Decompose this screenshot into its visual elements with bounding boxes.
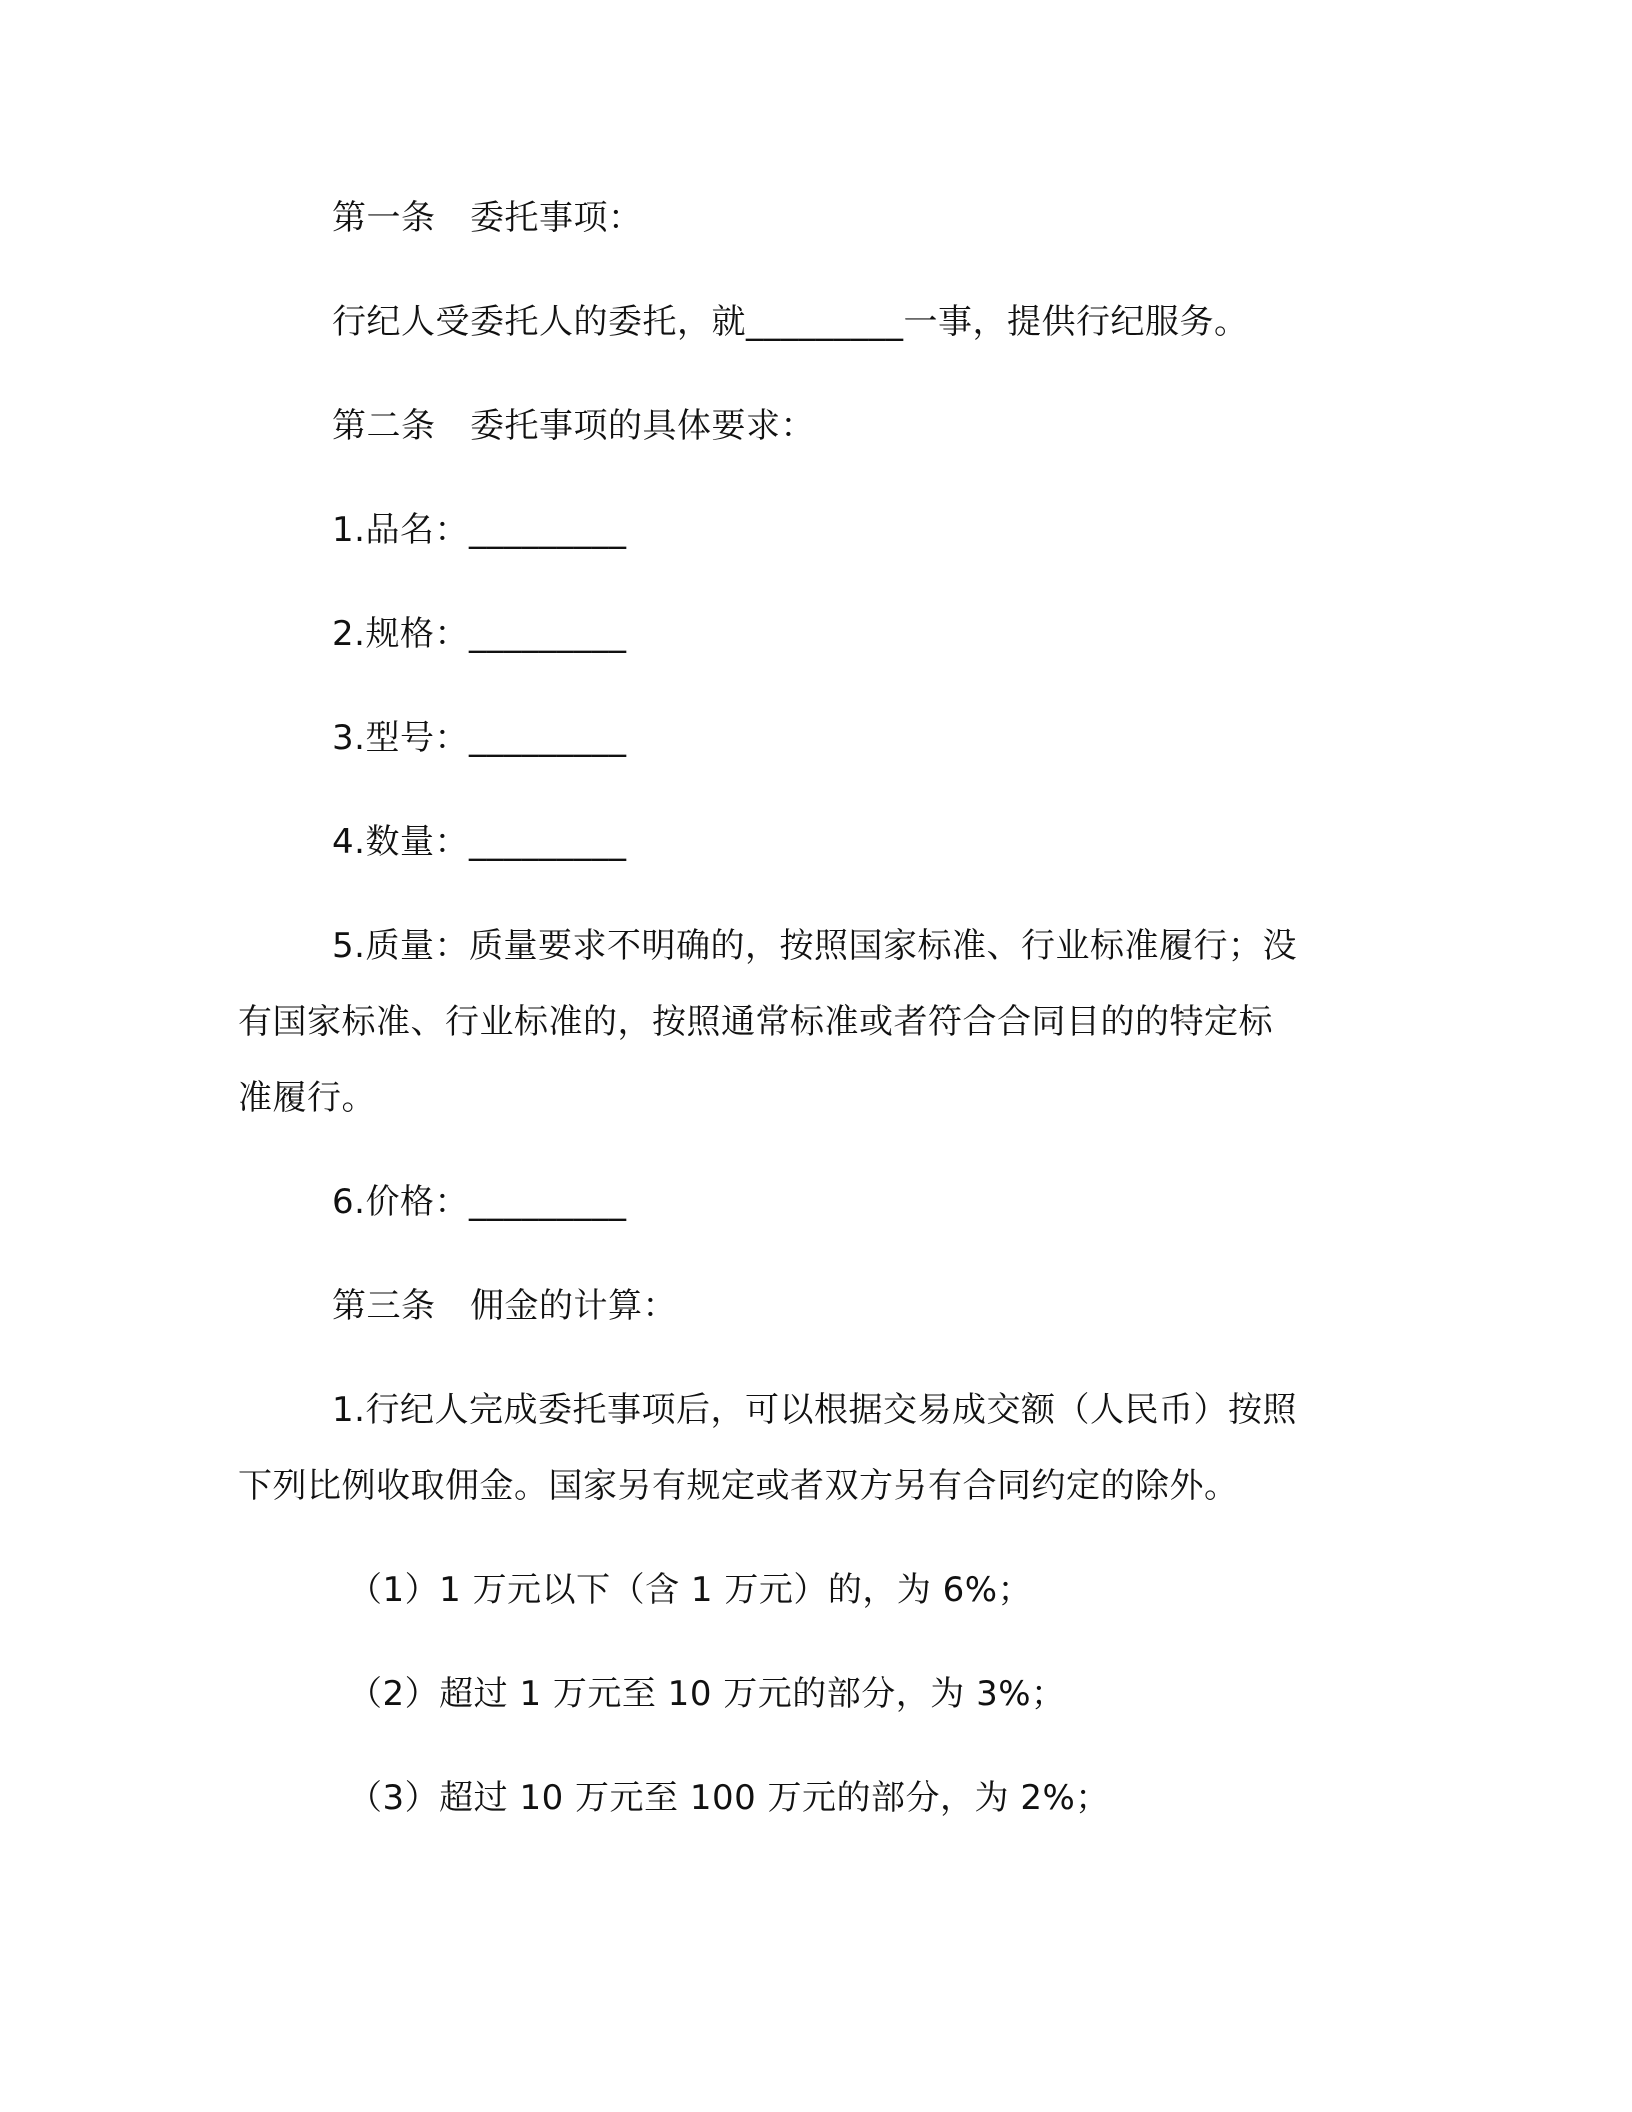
item-quality-line-3: 准履行。 (238, 1078, 376, 1118)
item-model: 3.型号：_________ (332, 718, 627, 758)
item-quantity: 4.数量：_________ (332, 822, 627, 862)
item-price: 6.价格：_________ (332, 1182, 627, 1222)
item-quality-line-1: 5.质量：质量要求不明确的，按照国家标准、行业标准履行；没 (332, 926, 1297, 966)
article-3-heading: 第三条 佣金的计算： (332, 1286, 677, 1326)
item-quality-line-2: 有国家标准、行业标准的，按照通常标准或者符合合同目的的特定标 (238, 1002, 1273, 1042)
article-1-body: 行纪人受委托人的委托，就_________一事，提供行纪服务。 (332, 302, 1249, 342)
article-2-heading: 第二条 委托事项的具体要求： (332, 406, 815, 446)
commission-paragraph-line-1: 1.行纪人完成委托事项后，可以根据交易成交额（人民币）按照 (332, 1390, 1297, 1430)
commission-rate-1: （1）1 万元以下（含 1 万元）的，为 6%； (348, 1570, 1033, 1610)
item-product-name: 1.品名：_________ (332, 510, 627, 550)
item-specification: 2.规格：_________ (332, 614, 627, 654)
commission-rate-2: （2）超过 1 万元至 10 万元的部分，为 3%； (348, 1674, 1066, 1714)
commission-rate-3: （3）超过 10 万元至 100 万元的部分，为 2%； (348, 1778, 1110, 1818)
article-1-heading: 第一条 委托事项： (332, 198, 643, 238)
commission-paragraph-line-2: 下列比例收取佣金。国家另有规定或者双方另有合同约定的除外。 (238, 1466, 1239, 1506)
